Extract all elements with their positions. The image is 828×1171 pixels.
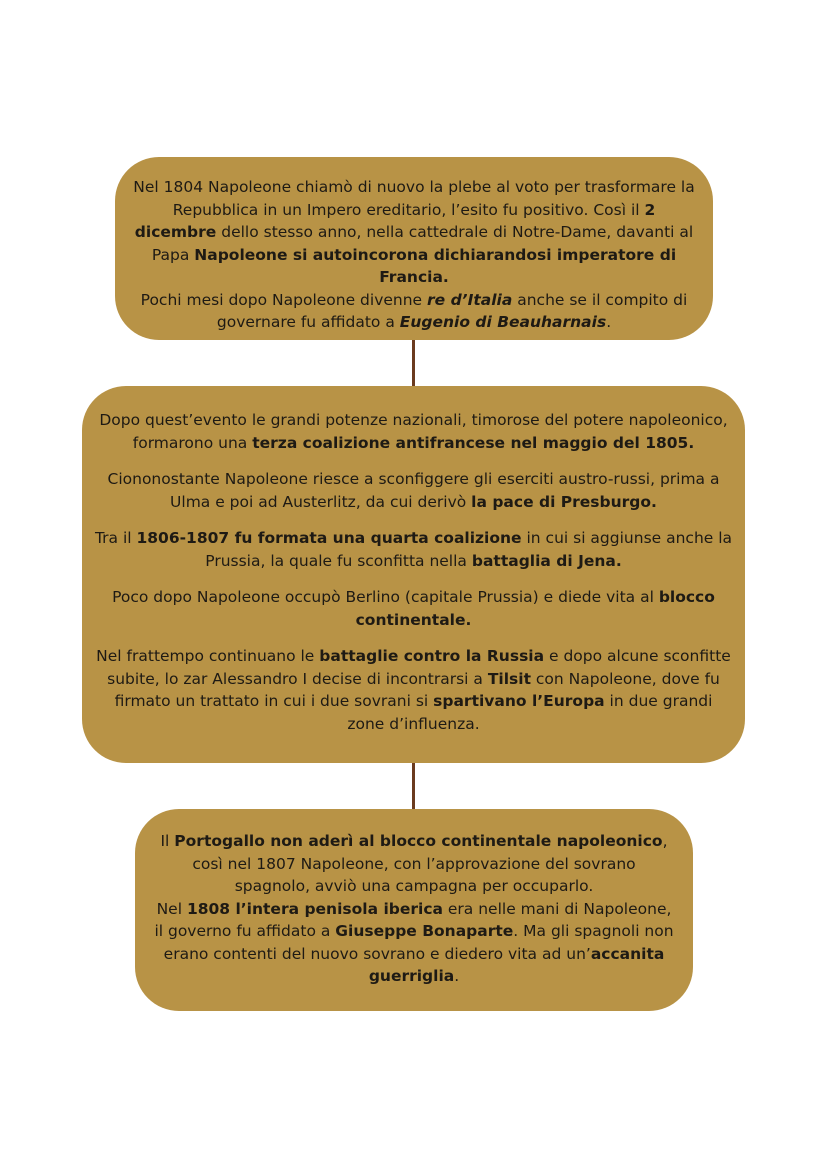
- highlight-penisola-iberica: 1808 l’intera penisola iberica: [186, 899, 443, 918]
- box2-paragraph-4: Poco dopo Napoleone occupò Berlino (capitale Prussia) e diede vita al blocco continentale.: [112, 588, 715, 629]
- highlight-giuseppe-bonaparte: Giuseppe Bonaparte: [335, 922, 514, 940]
- box3-paragraph-2: Nel 1808 l’intera penisola iberica era nelle mani di Napoleone, il governo fu affidato a Giuseppe Bonaparte. Ma gli spagnoli non erano contenti del nuovo sovrano e diedero vita ad un’accanita guerriglia.: [154, 899, 674, 985]
- highlight-battaglie-russia: battaglie contro la Russia: [319, 647, 545, 665]
- connector-line-2: [412, 763, 415, 809]
- connector-line-1: [412, 340, 415, 386]
- highlight-blocco-continentale: blocco continentale.: [355, 588, 715, 629]
- box2-paragraph-5: Nel frattempo continuano le battaglie contro la Russia e dopo alcune sconfitte subite, lo zar Alessandro I decise di incontrarsi a Tilsit con Napoleone, dove fu firmato un trattato in cui i due sovrani si spartivano l’Europa in due grandi zone d’influenza.: [96, 647, 731, 733]
- box2-paragraph-3: Tra il 1806-1807 fu formata una quarta coalizione in cui si aggiunse anche la Prussia, la quale fu sconfitta nella battaglia di Jena.: [94, 529, 733, 570]
- flow-box-iberia: [135, 809, 693, 1011]
- highlight-autoincorona: Napoleone si autoincorona dichiarandosi imperatore di Francia.: [194, 245, 677, 286]
- highlight-pace-presburgo: la pace di Presburgo.: [471, 492, 657, 511]
- highlight-re-d-italia: re d’Italia: [427, 290, 513, 309]
- flow-box-coalitions: [82, 386, 745, 763]
- flow-box-empire: [115, 157, 713, 340]
- highlight-portogallo: Portogallo non aderì al blocco continentale napoleonico: [174, 832, 663, 850]
- box2-paragraph-2: Ciononostante Napoleone riesce a sconfiggere gli eserciti austro-russi, prima a Ulma e poi ad Austerlitz, da cui derivò la pace di Presburgo.: [107, 470, 720, 511]
- highlight-spartivano-europa: spartivano l’Europa: [433, 692, 605, 710]
- box1-paragraph-2: Pochi mesi dopo Napoleone divenne re d’Italia anche se il compito di governare fu affidato a Eugenio di Beauharnais.: [140, 290, 688, 331]
- highlight-terza-coalizione: terza coalizione antifrancese nel maggio del 1805.: [252, 433, 695, 452]
- highlight-accanita-guerriglia: accanita guerriglia: [368, 944, 665, 985]
- box1-paragraph-1: Nel 1804 Napoleone chiamò di nuovo la plebe al voto per trasformare la Repubblica in un Impero ereditario, l’esito fu positivo. Così il 2 dicembre dello stesso anno, nella cattedrale di Notre-Dame, davanti al Papa Napoleone si autoincorona dichiarandosi imperatore di Francia.: [133, 178, 695, 286]
- highlight-tilsit: Tilsit: [487, 669, 531, 688]
- highlight-battaglia-jena: battaglia di Jena.: [471, 551, 622, 570]
- highlight-2-dicembre: 2 dicembre: [134, 200, 656, 241]
- box2-paragraph-1: Dopo quest’evento le grandi potenze nazionali, timorose del potere napoleonico, formarono una terza coalizione antifrancese nel maggio del 1805.: [99, 411, 728, 452]
- box3-paragraph-1: Il Portogallo non aderì al blocco continentale napoleonico, così nel 1807 Napoleone, con l’approvazione del sovrano spagnolo, avviò una campagna per occuparlo.: [160, 832, 668, 895]
- highlight-quarta-coalizione: 1806-1807 fu formata una quarta coalizione: [136, 529, 522, 547]
- highlight-eugenio: Eugenio di Beauharnais: [399, 313, 607, 331]
